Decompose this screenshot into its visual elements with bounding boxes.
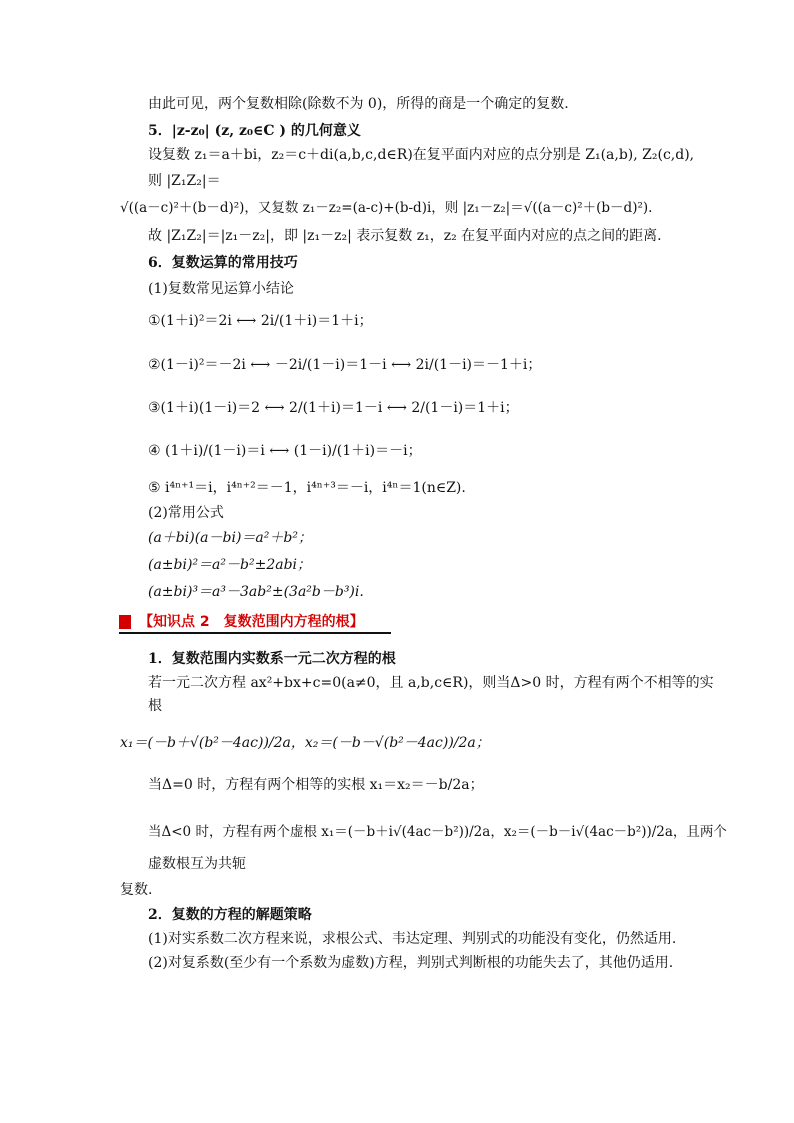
text-line: 设复数 z₁＝a＋bi，z₂＝c＋di(a,b,c,d∈R)在复平面内对应的点分别是 Z₁(a,b), Z₂(c,d), [148,147,695,163]
text-line: 虚数根互为共轭 [148,856,246,872]
text-line: 当Δ=0 时，方程有两个相等的实根 x₁＝x₂＝－b/2a； [148,777,484,793]
formula-line: ②(1－i)²＝－2i ⟷ －2i/(1－i)＝1－i ⟷ 2i/(1－i)＝－1＋i； [148,357,542,373]
text-line: 当Δ<0 时，方程有两个虚根 x₁＝(－b＋i√(4ac－b²))/2a，x₂＝(－b－i√(4ac－b²))/2a，且两个 [148,824,727,840]
formula-line: (a＋bi)(a－bi)＝a²＋b²； [148,530,312,546]
text-line: 则 |Z₁Z₂|＝ [148,173,221,189]
section-heading: 6．复数运算的常用技巧 [148,255,298,271]
banner-title: 【知识点 2 复数范围内方程的根】 [139,614,364,630]
formula-line: ①(1＋i)²＝2i ⟷ 2i/(1＋i)＝1＋i； [148,313,373,329]
text-line: (2)常用公式 [148,505,224,521]
formula-line: (a±bi)³＝a³－3ab²±(3a²b－b³)i. [148,584,364,600]
text-line: (2)对复系数(至少有一个系数为虚数)方程，判别式判断根的功能失去了，其他仍适用. [148,955,674,971]
text-line: (1)复数常见运算小结论 [148,281,294,297]
banner-underline [119,632,391,634]
red-square-icon [119,615,131,629]
text-line: (1)对实系数二次方程来说，求根公式、韦达定理、判别式的功能没有变化，仍然适用. [148,931,677,947]
formula-line: ③(1＋i)(1－i)＝2 ⟷ 2/(1＋i)＝1－i ⟷ 2/(1－i)＝1＋i； [148,400,519,416]
text-line: 复数. [120,882,153,898]
text-line: 根 [148,698,162,714]
section-heading: 5．|z-z₀| (z, z₀∈C ) 的几何意义 [148,123,361,139]
text-line: 故 |Z₁Z₂|＝|z₁－z₂|，即 |z₁－z₂| 表示复数 z₁，z₂ 在复平面内对应的点之间的距离. [148,228,662,244]
formula-line: √((a－c)²＋(b－d)²)，又复数 z₁－z₂=(a-c)+(b-d)i，则 |z₁－z₂|＝√((a－c)²＋(b－d)²). [120,200,653,216]
formula-line: ⑤ i⁴ⁿ⁺¹＝i，i⁴ⁿ⁺²＝－1，i⁴ⁿ⁺³＝－i，i⁴ⁿ＝1(n∈Z). [148,480,466,496]
knowledge-point-banner [119,612,391,632]
section-heading: 1．复数范围内实数系一元二次方程的根 [148,651,396,667]
text-line: 若一元二次方程 ax²+bx+c=0(a≠0，且 a,b,c∈R)，则当Δ>0 时，方程有两个不相等的实 [148,675,714,691]
section-heading: 2．复数的方程的解题策略 [148,907,312,923]
formula-line: (a±bi)²＝a²－b²±2abi； [148,557,312,573]
text-line: 由此可见，两个复数相除(除数不为 0)，所得的商是一个确定的复数. [148,96,569,112]
formula-line: ④ (1＋i)/(1－i)＝i ⟷ (1－i)/(1＋i)＝－i； [148,443,422,459]
formula-line: x₁＝(－b＋√(b²－4ac))/2a，x₂＝(－b－√(b²－4ac))/2a； [120,735,490,751]
